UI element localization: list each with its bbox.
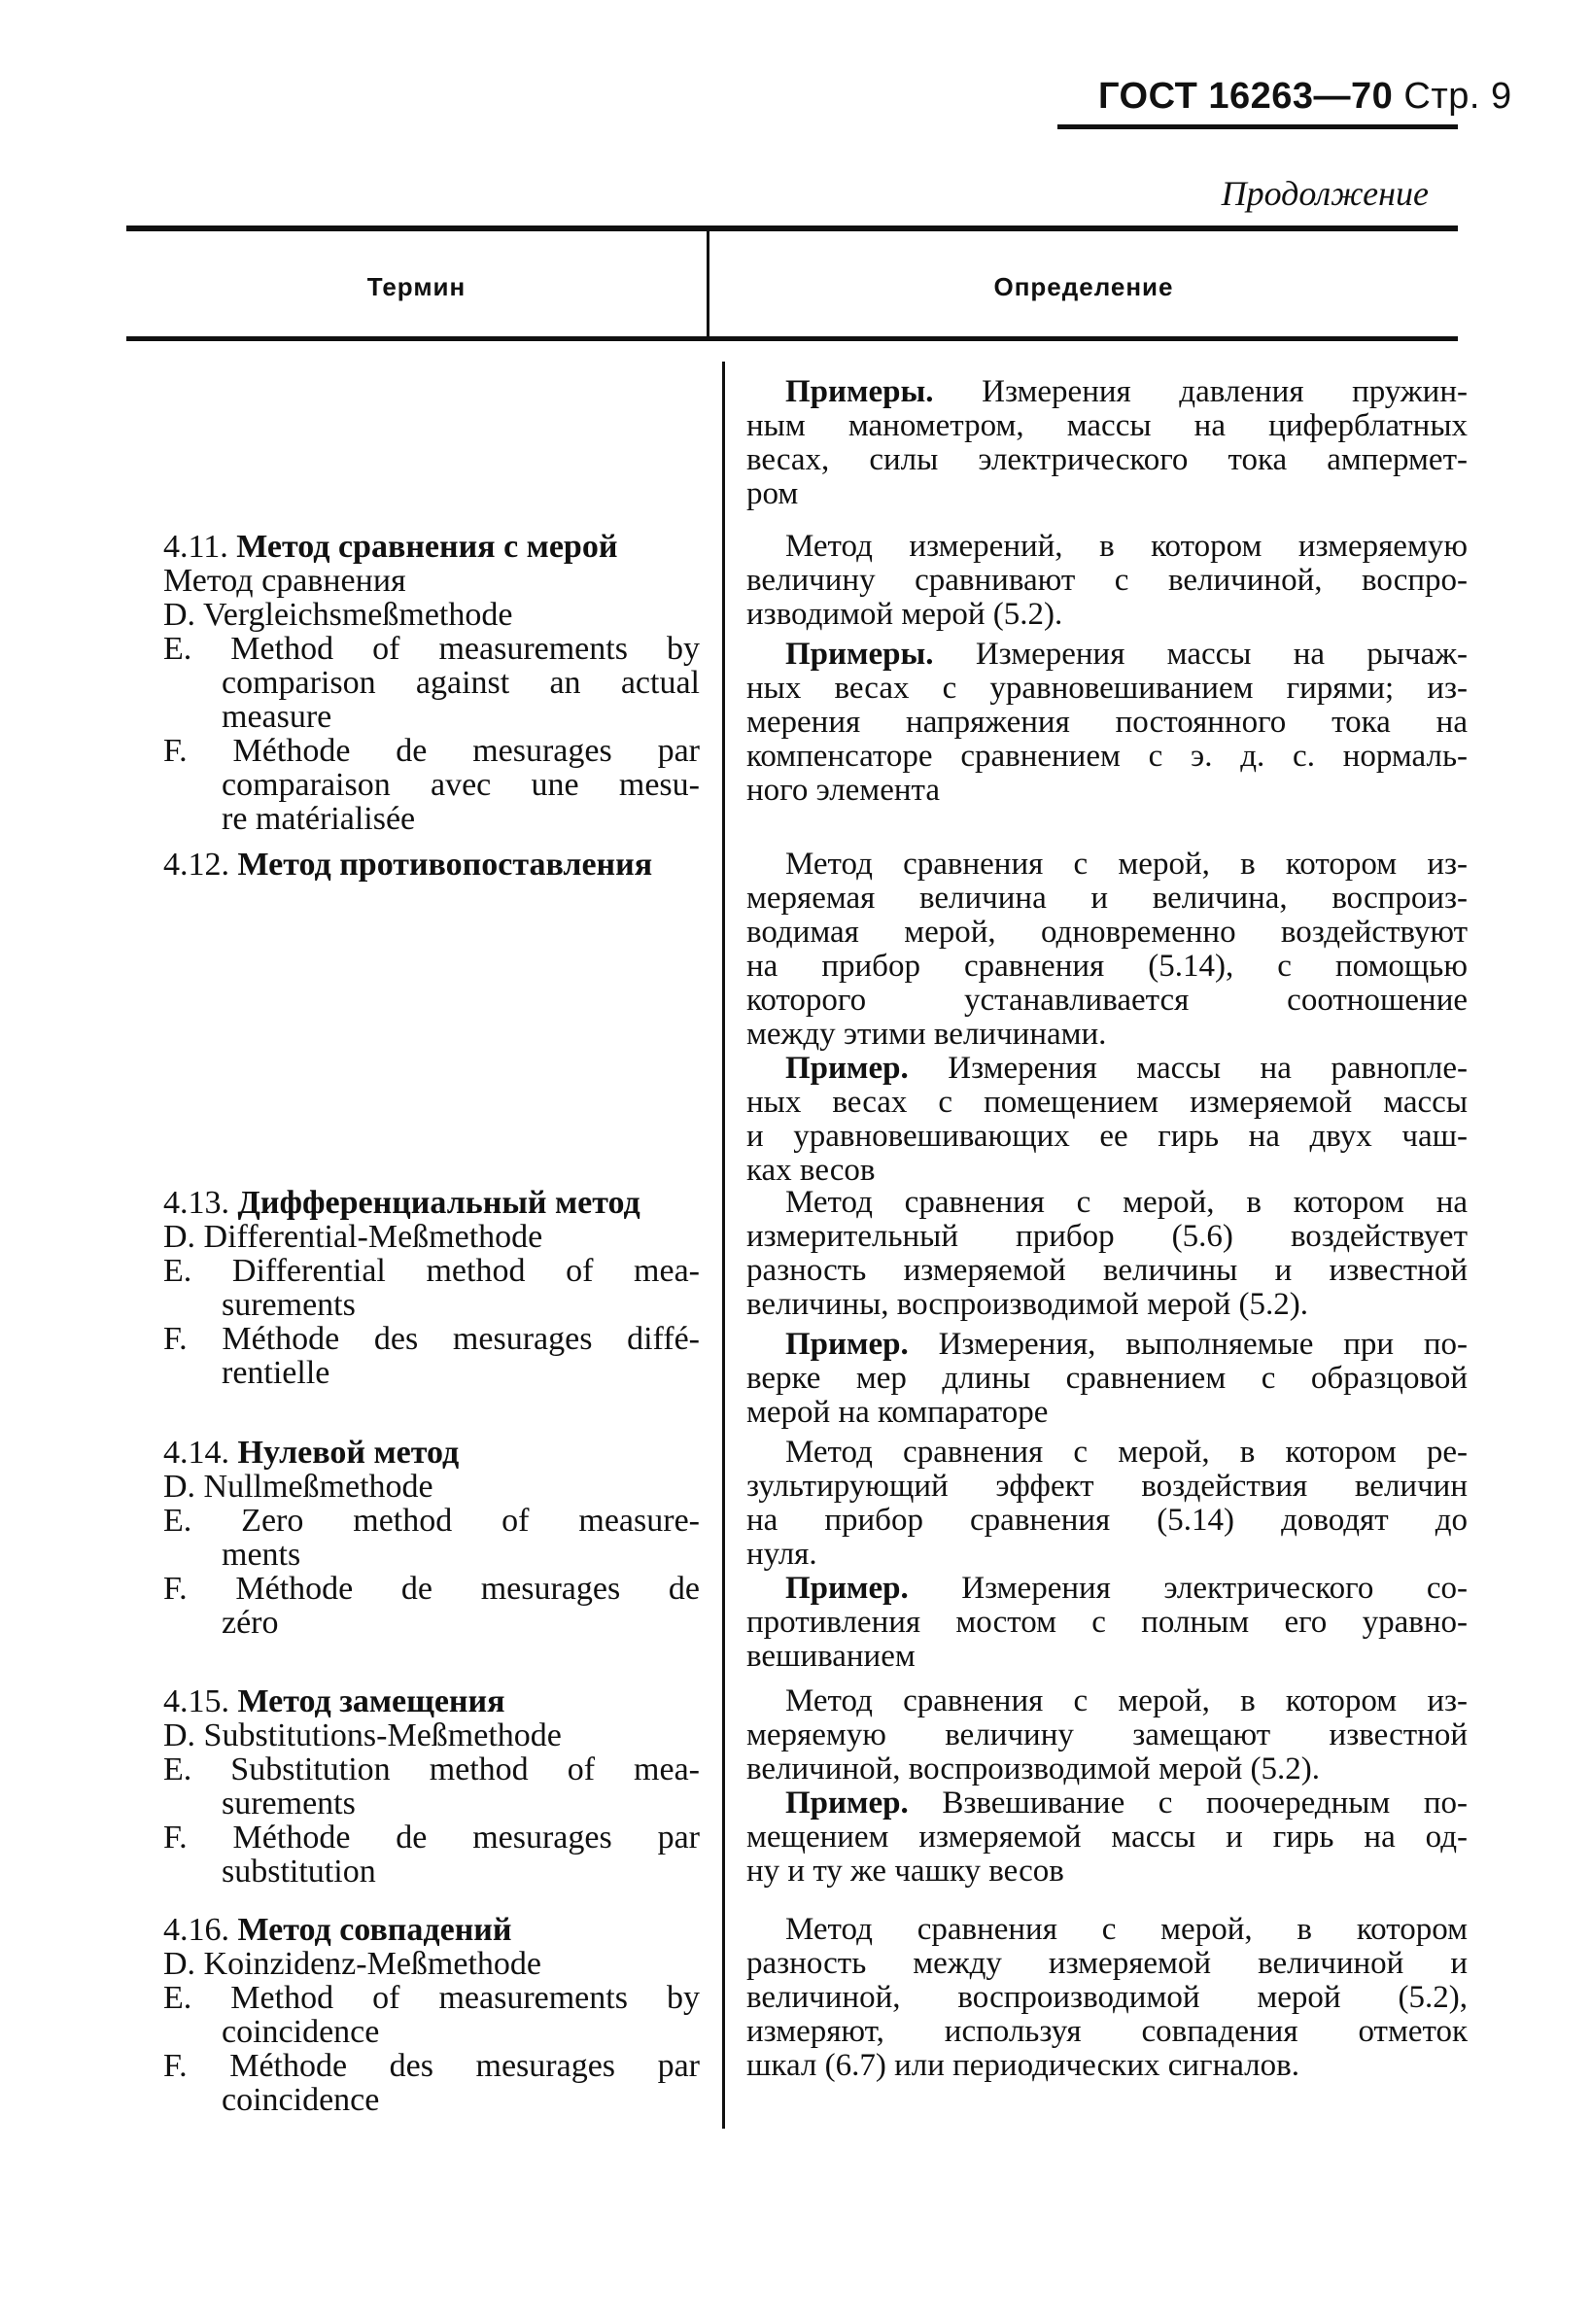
table-top-rule (126, 225, 1458, 231)
term-number: 4.12. (163, 847, 229, 883)
example-label: Пример. (785, 1786, 909, 1821)
example-label: Пример. (785, 1571, 909, 1606)
example-label: Пример. (785, 1051, 909, 1086)
column-separator-body (722, 362, 725, 2129)
term-4-16: 4.16. Метод совпадений D. Koinzidenz-Meßmethode E. Method of measurements by coincidence F. Méthode des mesurages par coincidence (163, 1912, 700, 2118)
column-header-term: Термин (366, 272, 467, 301)
term-number: 4.16. (163, 1912, 229, 1948)
example-label: Примеры. (785, 637, 934, 672)
example-label: Примеры. (785, 374, 934, 409)
continuation-label: Продолжение (1221, 174, 1429, 213)
definition-4-16: Метод сравнения с мерой, в котором разность между измеряемой величиной и величиной, воспроизводимой мерой (5.2), измеряют, используя совпадения отметок шкал (6.7) или периодических сигналов. (746, 1912, 1468, 2083)
term-number: 4.15. (163, 1683, 229, 1719)
term-number: 4.13. (163, 1185, 229, 1221)
standard-number: ГОСТ 16263—70 (1098, 76, 1394, 117)
term-title: Метод сравнения с мерой (236, 529, 618, 565)
header-rule (1057, 124, 1458, 129)
term-title: Метод противопоставления (237, 847, 653, 883)
term-4-12 (163, 848, 700, 882)
definition-4-14: Метод сравнения с мерой, в котором ре- зультирующий эффект воздействия величин на прибор сравнения (5.14) доводят до нуля. Пример. Измерения электрического со- противления мостом с полным его уравно- вешиванием (746, 1435, 1469, 1674)
term-4-14: 4.14. Нулевой метод D. Nullmeßmethode E. Zero method of measure- ments F. Méthode de mesurages de zéro (163, 1435, 700, 1641)
term-4-13: 4.13. Дифференциальный метод D. Differential-Meßmethode E. Differential method of mea- surements F. Méthode des mesurages diffé- rentielle (163, 1185, 700, 1391)
examples-carryover: Примеры. Измерения давления пружин- ным манометром, массы на циферблатных весах, силы электрического тока ампермет- ром (746, 374, 1468, 511)
term-title: Дифференциальный метод (237, 1185, 640, 1221)
column-header-definition: Определение (993, 272, 1174, 301)
term-number: 4.11. (163, 529, 228, 565)
table-header-rule (126, 336, 1458, 341)
term-title: Метод замещения (237, 1683, 505, 1719)
page-header (1098, 76, 1512, 118)
example-label: Пример. (785, 1327, 909, 1362)
definition-4-11: Метод измерений, в котором измеряемую величину сравнивают с величиной, воспро- изводимой мерой (5.2). Примеры. Измерения массы на рычаж- ных весах с уравновешиванием гирями; из- мерения напряжения постоянного тока на компенсаторе сравнением с э. д. с. нормаль- ного элемента (746, 529, 1469, 808)
definition-4-13: Метод сравнения с мерой, в котором на измерительный прибор (5.6) воздействует разность измеряемой величины и известной величины, воспроизводимой мерой (5.2). Пример. Измерения, выполняемые при по- верке мер длины сравнением с образцовой мерой на компараторе (746, 1185, 1468, 1430)
term-title: Метод совпадений (237, 1912, 512, 1948)
term-4-15: 4.15. Метод замещения D. Substitutions-Meßmethode E. Substitution method of mea- surements F. Méthode de mesurages par substitution (163, 1683, 700, 1890)
definition-4-12: Метод сравнения с мерой, в котором из- меряемая величина и величина, воспроиз- водимая мерой, одновременно воздействуют на прибор сравнения (5.14), с помощью которого устанавливается соотношение между этими величинами. Пример. Измерения массы на равнопле- ных весах с помещением измеряемой массы и уравновешивающих ее гирь на двух чаш- ках весов (746, 847, 1468, 1188)
term-4-11: 4.11. Метод сравнения с мерой Метод сравнения D. Vergleichsmeßmethode E. Method of measurements by comparison against an actual measure F. Méthode de mesurages par comparaison avec une mesu- re matérialisée (163, 529, 700, 837)
term-number: 4.14. (163, 1435, 229, 1471)
definition-4-15: Метод сравнения с мерой, в котором из- меряемую величину замещают известной величиной, воспроизводимой мерой (5.2). Пример. Взвешивание с поочередным по- мещением измеряемой массы и гирь на од- ну и ту же чашку весов (746, 1683, 1468, 1889)
term-title: Нулевой метод (237, 1435, 460, 1471)
page-number: Стр. 9 (1403, 76, 1512, 117)
